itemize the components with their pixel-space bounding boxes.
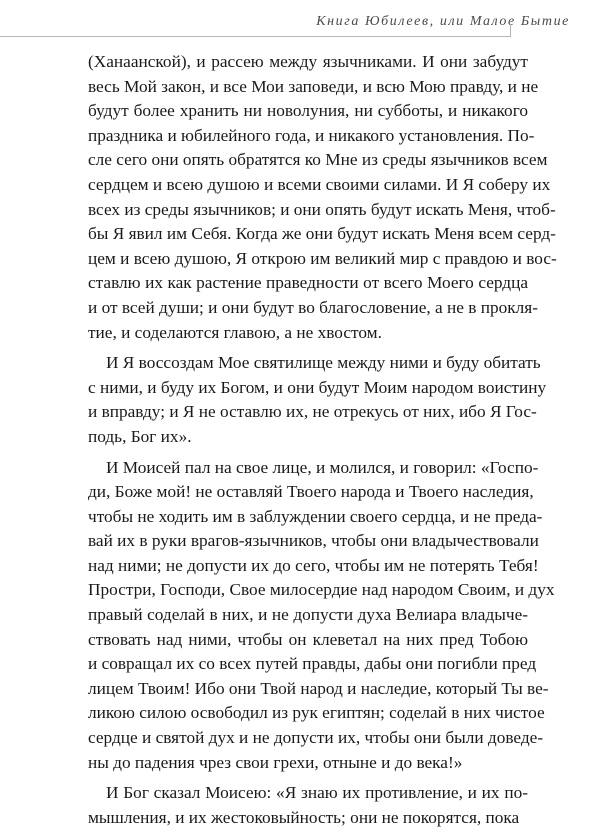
text-line: всех из среды язычников; и они опять будут искать Меня, чтоб- bbox=[88, 199, 556, 219]
text-line: ствовать над ними, чтобы он клеветал на них пред Тобою bbox=[88, 629, 528, 649]
text-line: над ними; не допусти их до сего, чтобы им не потерять Тебя! bbox=[88, 555, 539, 575]
paragraph bbox=[88, 456, 555, 776]
text-line: сле сего они опять обратятся ко Мне из среды язычников всем bbox=[88, 150, 548, 170]
text-line: бы Я явил им Себя. Когда же они будут искать Меня всем серд- bbox=[88, 224, 556, 244]
header-rule-tick bbox=[510, 24, 511, 37]
paragraph bbox=[88, 351, 547, 449]
text-line: праздника и юбилейного года, и никакого установления. По- bbox=[88, 125, 535, 145]
text-line: И Бог сказал Моисею: «Я знаю их противление, и их по- bbox=[106, 783, 528, 803]
text-line: правый соделай в них, и не допусти духа Велиара владыче- bbox=[88, 605, 528, 625]
text-line: цем и всею душою, Я открою им великий мир с правдою и вос- bbox=[88, 248, 557, 268]
text-line: ликою силою освободил из рук египтян; соделай в них чистое bbox=[88, 703, 545, 723]
text-line: И Моисей пал на свое лице, и молился, и говорил: «Госпо- bbox=[106, 457, 539, 477]
text-line: мышления, и их жестоковыйность; они не покорятся, пока bbox=[88, 807, 520, 827]
body-text bbox=[88, 50, 557, 836]
text-line: И Я воссоздам Мое святилище между ними и буду обитать bbox=[106, 353, 541, 373]
text-line: вай их в руки врагов-язычников, чтобы они владычествовали bbox=[88, 531, 539, 551]
text-line: подь, Бог их». bbox=[88, 426, 192, 446]
text-line: сердцем и всею душою и всеми своими силами. И Я соберу их bbox=[88, 174, 551, 194]
running-head-title: Книга Юбилеев, или Малое Бытие bbox=[316, 14, 570, 29]
text-line: с ними, и буду их Богом, и они будут Моим народом воистину bbox=[88, 377, 547, 397]
text-line: ди, Боже мой! не оставляй Твоего народа и Твоего наследия, bbox=[88, 482, 534, 502]
header-rule bbox=[0, 36, 510, 37]
text-line: лицем Твоим! Ибо они Твой народ и наследие, который Ты ве- bbox=[88, 678, 549, 698]
text-line: весь Мой закон, и все Мои заповеди, и всю Мою правду, и не bbox=[88, 76, 539, 96]
text-line: сердце и святой дух и не допусти их, чтобы они были доведе- bbox=[88, 728, 544, 748]
text-line: чтобы не ходить им в заблуждении своего сердца, и не преда- bbox=[88, 506, 543, 526]
text-line: и совращал их со всех путей правды, дабы они погибли пред bbox=[88, 654, 537, 674]
text-line: Простри, Господи, Свое милосердие над народом Своим, и дух bbox=[88, 580, 555, 600]
text-line: и от всей души; и они будут во благословение, а не в прокля- bbox=[88, 297, 538, 317]
text-line: (Ханаанской), и рассею между язычниками. И они забудут bbox=[88, 52, 528, 71]
text-line: ны до падения чрез свои грехи, отныне и до века!» bbox=[88, 752, 463, 772]
text-line: тие, и соделаются главою, а не хвостом. bbox=[88, 322, 382, 342]
text-line: ставлю их как растение праведности от всего Моего сердца bbox=[88, 273, 528, 293]
paragraph bbox=[88, 50, 557, 345]
text-line: будут более хранить ни новолуния, ни субботы, и никакого bbox=[88, 101, 528, 121]
text-line: и вправду; и Я не оставлю их, не отрекусь от них, ибо Я Гос- bbox=[88, 402, 537, 422]
paragraph bbox=[88, 781, 528, 830]
